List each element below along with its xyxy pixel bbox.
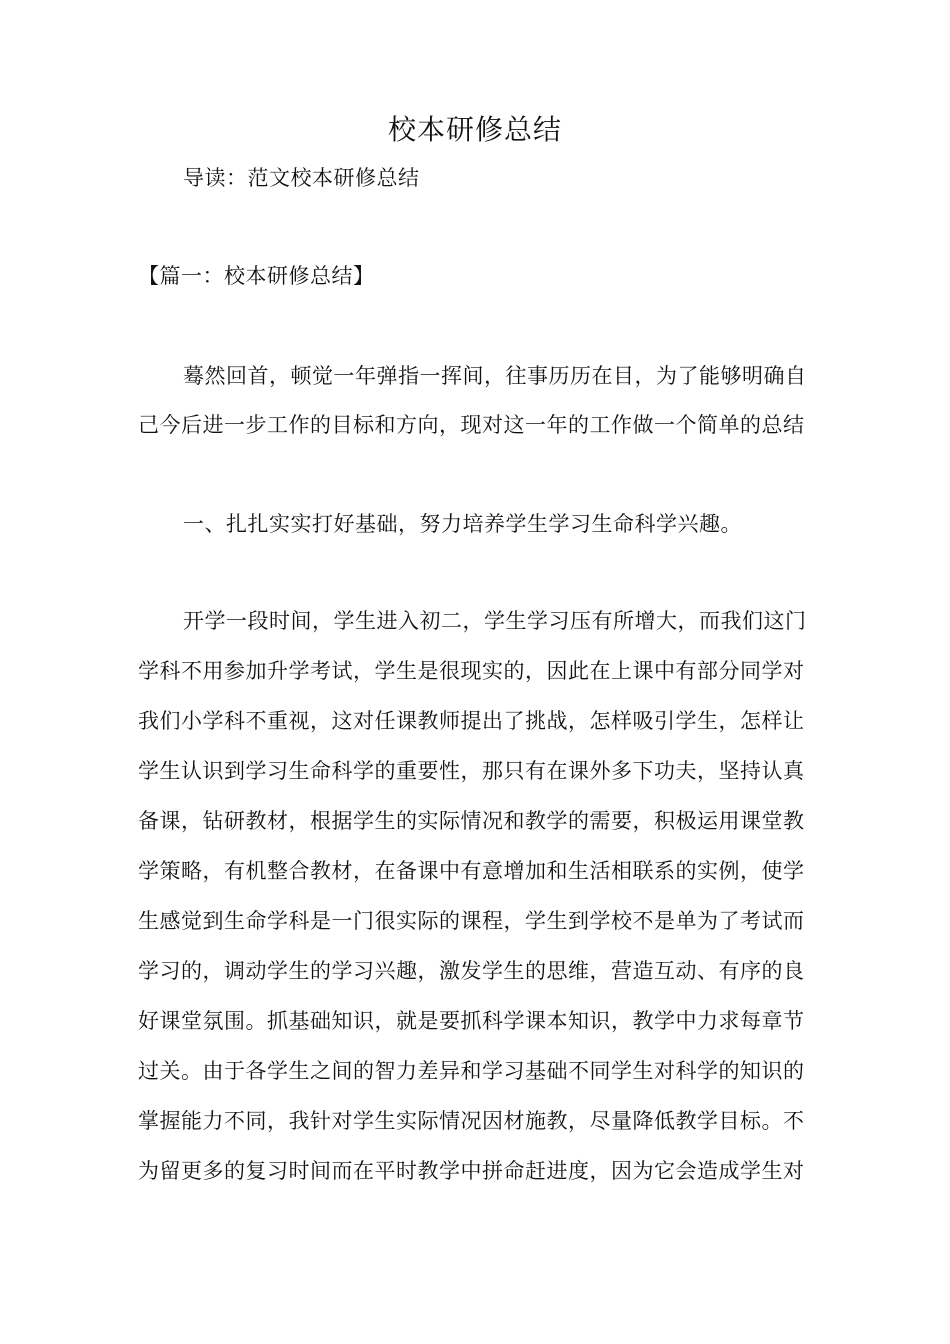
body-line: 学科不用参加升学考试，学生是很现实的，因此在上课中有部分同学对 bbox=[138, 659, 805, 683]
intro-line: 蓦然回首，顿觉一年弹指一挥间，往事历历在目，为了能够明确自 bbox=[183, 364, 807, 388]
page-title: 校本研修总结 bbox=[387, 113, 562, 146]
body-line: 开学一段时间，学生进入初二，学生学习压有所增大，而我们这门 bbox=[183, 609, 807, 633]
point-heading: 一、扎扎实实打好基础，努力培养学生学习生命科学兴趣。 bbox=[183, 512, 742, 536]
body-line: 生感觉到生命学科是一门很实际的课程，学生到学校不是单为了考试而 bbox=[138, 909, 805, 933]
body-line: 我们小学科不重视，这对任课教师提出了挑战，怎样吸引学生，怎样让 bbox=[138, 709, 805, 733]
intro-line: 己今后进一步工作的目标和方向，现对这一年的工作做一个简单的总结 bbox=[138, 413, 805, 437]
body-line: 好课堂氛围。抓基础知识，就是要抓科学课本知识，教学中力求每章节 bbox=[138, 1009, 805, 1033]
body-line: 学生认识到学习生命科学的重要性，那只有在课外多下功夫，坚持认真 bbox=[138, 759, 805, 783]
section-heading: 【篇一：校本研修总结】 bbox=[138, 264, 375, 288]
body-line: 为留更多的复习时间而在平时教学中拼命赶进度，因为它会造成学生对 bbox=[138, 1159, 805, 1183]
body-line: 掌握能力不同，我针对学生实际情况因材施教，尽量降低教学目标。不 bbox=[138, 1109, 805, 1133]
body-line: 过关。由于各学生之间的智力差异和学习基础不同学生对科学的知识的 bbox=[138, 1059, 805, 1083]
guide-text: 导读：范文校本研修总结 bbox=[183, 166, 420, 190]
body-line: 备课，钻研教材，根据学生的实际情况和教学的需要，积极运用课堂教 bbox=[138, 809, 805, 833]
body-line: 学习的，调动学生的学习兴趣，激发学生的思维，营造互动、有序的良 bbox=[138, 959, 805, 983]
body-line: 学策略，有机整合教材，在备课中有意增加和生活相联系的实例，使学 bbox=[138, 859, 805, 883]
